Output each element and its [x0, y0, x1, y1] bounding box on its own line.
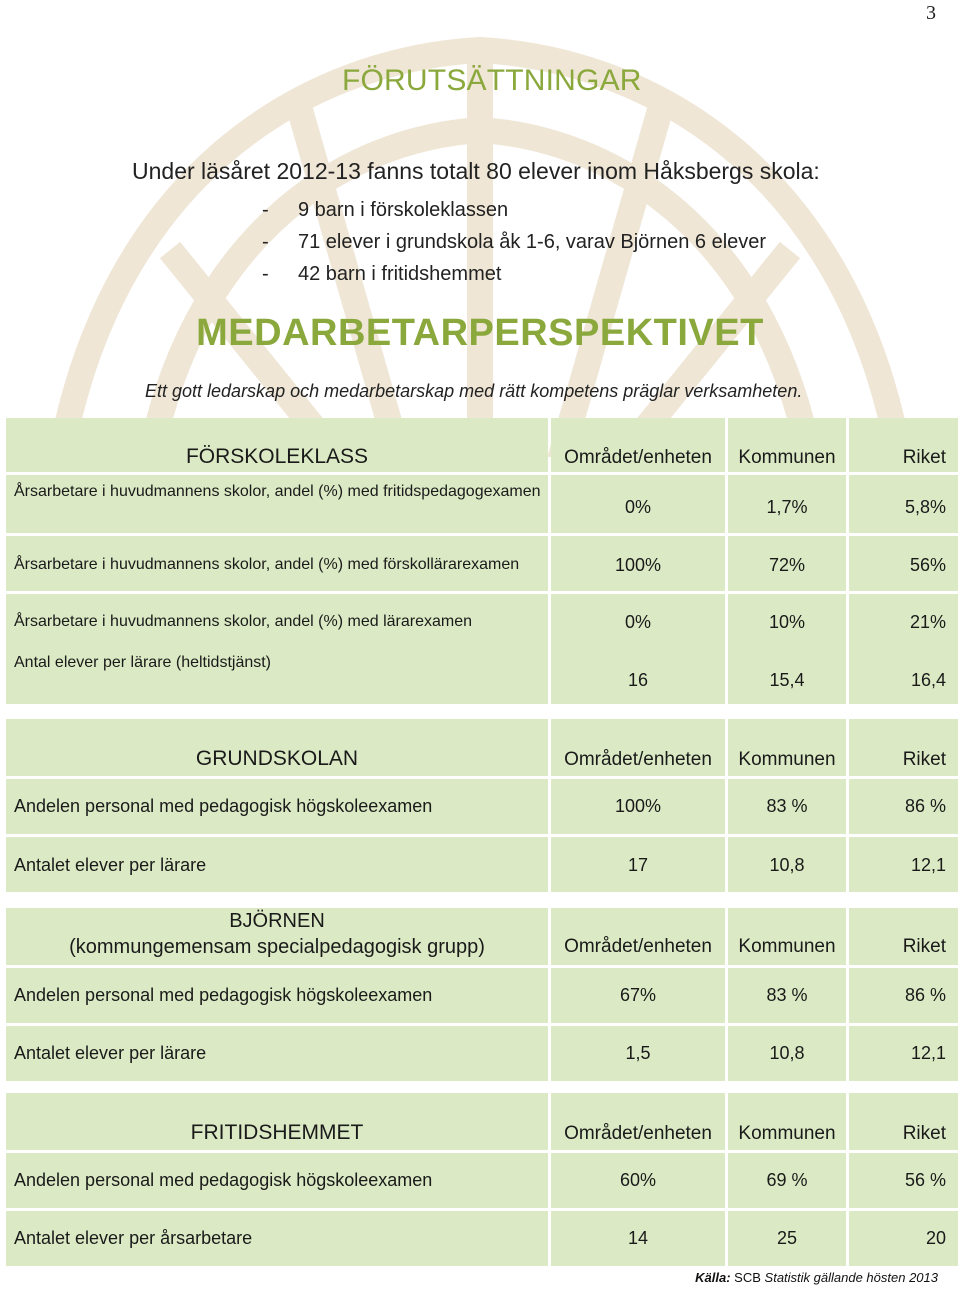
- list-item: - 71 elever i grundskola åk 1-6, varav Björnen 6 elever: [262, 231, 767, 253]
- list-item: - 9 barn i förskoleklassen: [262, 199, 509, 221]
- row-label: Antal elever per lärare (heltidstjänst): [14, 654, 272, 671]
- cell-value: 5,8%: [904, 497, 946, 517]
- cell-value: 0%: [624, 497, 651, 517]
- column-header-municipality: Kommunen: [738, 447, 836, 468]
- table-row: [6, 1211, 958, 1266]
- intro-text: Under läsåret 2012-13 fanns totalt 80 elever inom Håksbergs skola:: [132, 158, 820, 184]
- table-row: [6, 536, 958, 591]
- cell-value: 100%: [614, 796, 662, 816]
- cell-value: 67%: [619, 985, 657, 1005]
- source-note: Källa: SCB Statistik gällande hösten 2013: [695, 1270, 938, 1285]
- cell-value: 15,4: [769, 670, 805, 690]
- table-subtitle: (kommungemensam specialpedagogisk grupp): [69, 936, 485, 958]
- cell-value: 56%: [909, 555, 946, 575]
- cell-value: 10,8: [769, 855, 805, 875]
- table-row: [6, 968, 958, 1023]
- section-heading: MEDARBETARPERSPEKTIVET: [196, 312, 764, 354]
- cell-value: 83 %: [766, 796, 808, 816]
- cell-value: 100%: [614, 555, 662, 575]
- table-row: [6, 1153, 958, 1208]
- column-header-area: Området/enheten: [564, 936, 712, 957]
- table-title: FRITIDSHEMMET: [190, 1121, 364, 1144]
- row-label: Antalet elever per årsarbetare: [14, 1228, 253, 1248]
- cell-value: 86 %: [904, 796, 946, 816]
- cell-value: 10,8: [769, 1043, 805, 1063]
- column-header-nation: Riket: [902, 447, 946, 468]
- cell-value: 21%: [909, 612, 946, 632]
- table-row: [6, 837, 958, 892]
- table-row: [6, 594, 958, 704]
- row-label: Antalet elever per lärare: [14, 1043, 207, 1063]
- table-title: GRUNDSKOLAN: [195, 747, 359, 770]
- cell-value: 20: [925, 1228, 946, 1248]
- bullet-list: [262, 194, 766, 290]
- row-label: Andelen personal med pedagogisk högskoleexamen: [14, 1170, 433, 1190]
- cell-value: 10%: [768, 612, 806, 632]
- cell-value: 69 %: [766, 1170, 808, 1190]
- column-header-municipality: Kommunen: [738, 936, 836, 957]
- table-header: [6, 1093, 958, 1150]
- column-header-area: Området/enheten: [564, 749, 712, 770]
- cell-value: 0%: [624, 612, 651, 632]
- row-label: Andelen personal med pedagogisk högskoleexamen: [14, 985, 433, 1005]
- cell-value: 12,1: [910, 855, 946, 875]
- cell-value: 14: [627, 1228, 649, 1248]
- table-header: [6, 908, 958, 965]
- cell-value: 16: [627, 670, 649, 690]
- cell-value: 86 %: [904, 985, 946, 1005]
- cell-value: 72%: [768, 555, 806, 575]
- page-heading: FÖRUTSÄTTNINGAR: [342, 64, 642, 97]
- page-number: 3: [926, 2, 936, 24]
- table-row: [6, 1026, 958, 1081]
- cell-value: 60%: [619, 1170, 657, 1190]
- table-header: [6, 418, 958, 472]
- column-header-area: Området/enheten: [564, 1123, 712, 1144]
- column-header-nation: Riket: [902, 1123, 946, 1144]
- cell-value: 83 %: [766, 985, 808, 1005]
- table-header: [6, 719, 958, 776]
- row-label: Andelen personal med pedagogisk högskoleexamen: [14, 796, 433, 816]
- cell-value: 16,4: [910, 670, 946, 690]
- cell-value: 1,5: [625, 1043, 651, 1063]
- row-label: Årsarbetare i huvudmannens skolor, andel (%) med förskollärarexamen: [14, 556, 520, 573]
- table-row: [6, 779, 958, 834]
- cell-value: 12,1: [910, 1043, 946, 1063]
- column-header-nation: Riket: [902, 749, 946, 770]
- column-header-nation: Riket: [902, 936, 946, 957]
- table-title: FÖRSKOLEKLASS: [185, 445, 369, 468]
- column-header-area: Området/enheten: [564, 447, 712, 468]
- column-header-municipality: Kommunen: [738, 749, 836, 770]
- cell-value: 17: [627, 855, 649, 875]
- table-row: [6, 475, 958, 533]
- cell-value: 1,7%: [766, 497, 808, 517]
- cell-value: 56 %: [904, 1170, 946, 1190]
- row-label: Årsarbetare i huvudmannens skolor, andel (%) med lärarexamen: [14, 613, 473, 630]
- column-header-municipality: Kommunen: [738, 1123, 836, 1144]
- table-title: BJÖRNEN: [229, 910, 325, 932]
- cell-value: 25: [776, 1228, 798, 1248]
- list-item: - 42 barn i fritidshemmet: [262, 263, 502, 285]
- row-label: Årsarbetare i huvudmannens skolor, andel (%) med fritidspedagogexamen: [14, 483, 541, 500]
- tagline: Ett gott ledarskap och medarbetarskap med rätt kompetens präglar verksamheten.: [145, 381, 803, 401]
- row-label: Antalet elever per lärare: [14, 855, 207, 875]
